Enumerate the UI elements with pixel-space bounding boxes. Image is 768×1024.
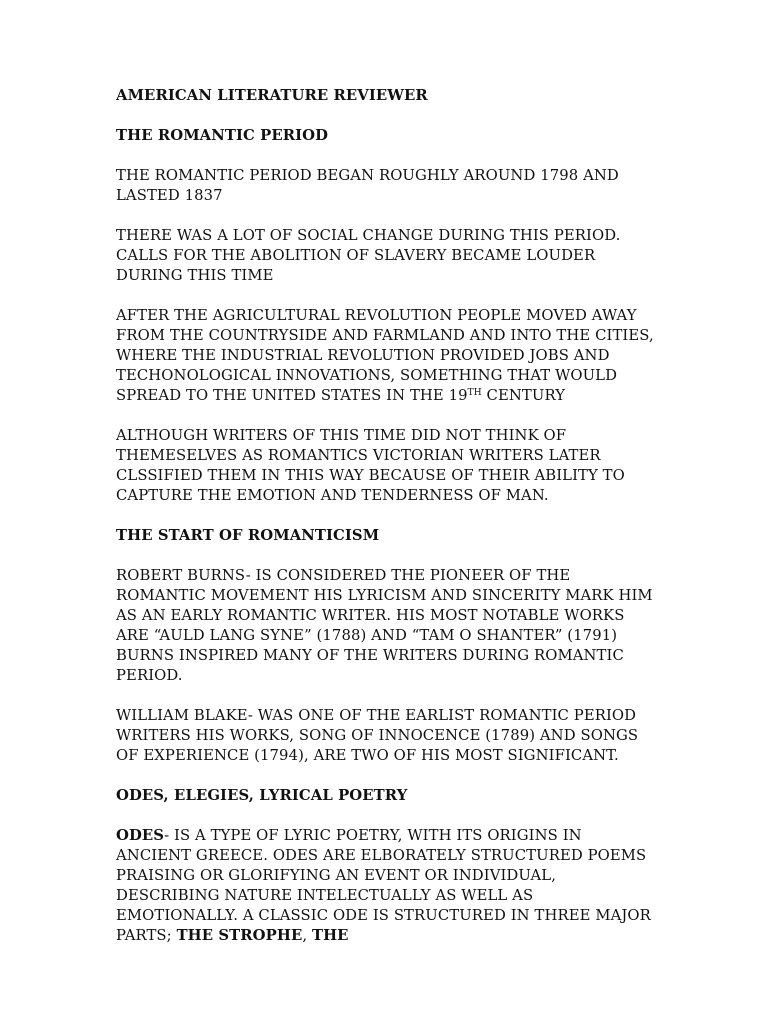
superscript-th: TH: [467, 388, 482, 398]
section-heading-start-of-romanticism: THE START OF ROMANTICISM: [116, 527, 380, 544]
paragraph-social-change: THERE WAS A LOT OF SOCIAL CHANGE DURING THIS PERIOD. CALLS FOR THE ABOLITION OF SLAVERY BECAME LOUDER DURING THIS TIME: [116, 227, 621, 284]
term-odes: ODES: [116, 827, 165, 844]
paragraph-victorian-writers: ALTHOUGH WRITERS OF THIS TIME DID NOT THINK OF THEMESELVES AS ROMANTICS VICTORIAN WRITERS LATER CLSSIFIED THEM IN THIS WAY BECAUSE OF THEIR ABILITY TO CAPTURE THE EMOTION AND TENDERNESS OF MAN.: [116, 427, 625, 504]
term-the: THE: [311, 927, 349, 944]
section-heading-romantic-period: THE ROMANTIC PERIOD: [116, 127, 329, 144]
paragraph-text-end: CENTURY: [481, 387, 566, 404]
document-page: [116, 86, 656, 966]
paragraph-william-blake: WILLIAM BLAKE- WAS ONE OF THE EARLIST ROMANTIC PERIOD WRITERS HIS WORKS, SONG OF INNOCENCE (1789) AND SONGS OF EXPERIENCE (1794), ARE TWO OF HIS MOST SIGNIFICANT.: [116, 707, 639, 764]
term-strophe: THE STROPHE: [176, 927, 303, 944]
paragraph-text: AFTER THE AGRICULTURAL REVOLUTION PEOPLE MOVED AWAY FROM THE COUNTRYSIDE AND FARMLAND AND INTO THE CITIES, WHERE THE INDUSTRIAL REVOLUTION PROVIDED JOBS AND TECHONOLOGICAL INNOVATIONS, SOMETHING THAT WOULD SPREAD TO THE UNITED STATES IN THE 19: [116, 307, 654, 404]
section-heading-odes-elegies: ODES, ELEGIES, LYRICAL POETRY: [116, 787, 408, 804]
paragraph-robert-burns: ROBERT BURNS- IS CONSIDERED THE PIONEER OF THE ROMANTIC MOVEMENT HIS LYRICISM AND SINCERITY MARK HIM AS AN EARLY ROMANTIC WRITER. HIS MOST NOTABLE WORKS ARE “AULD LANG SYNE” (1788) AND “TAM O SHANTER” (1791) BURNS INSPIRED MANY OF THE WRITERS DURING ROMANTIC PERIOD.: [116, 567, 653, 684]
separator: ,: [302, 927, 312, 944]
paragraph-odes: [116, 826, 656, 946]
document-title: AMERICAN LITERATURE REVIEWER: [116, 87, 428, 104]
paragraph-period-dates: THE ROMANTIC PERIOD BEGAN ROUGHLY AROUND 1798 AND LASTED 1837: [116, 167, 619, 204]
paragraph-text: - IS A TYPE OF LYRIC POETRY, WITH ITS ORIGINS IN ANCIENT GREECE. ODES ARE ELBORATELY STRUCTURED POEMS PRAISING OR GLORIFYING AN EVENT OR INDIVIDUAL, DESCRIBING NATURE INTELECTUALLY AS WELL AS EMOTIONALLY. A CLASSIC ODE IS STRUCTURED IN THREE MAJOR PARTS;: [116, 827, 651, 944]
paragraph-agricultural-revolution: [116, 306, 656, 406]
